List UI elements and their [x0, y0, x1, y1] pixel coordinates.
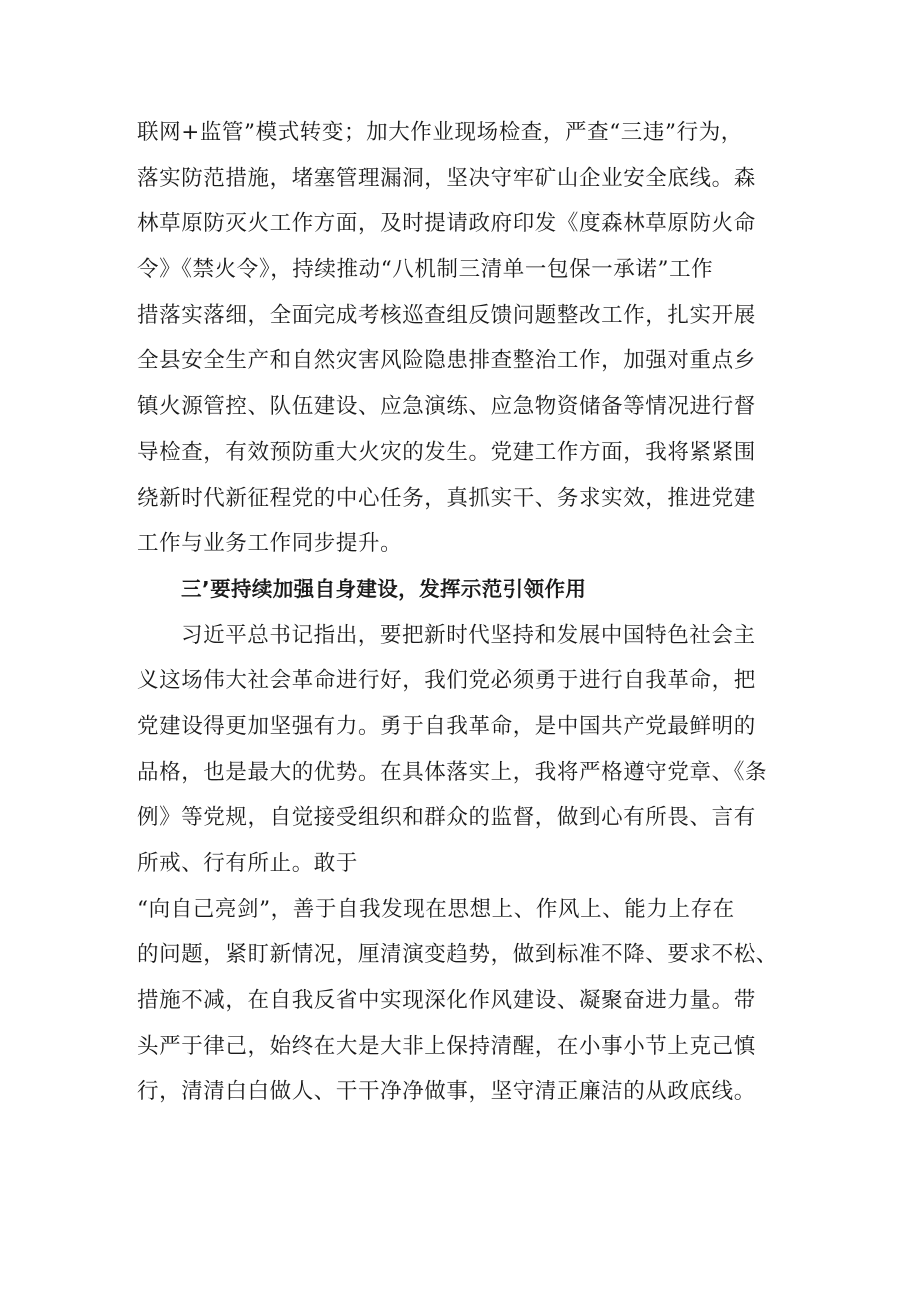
- text-line: 令》《禁火令》，持续推动“八机制三清单一包保一承诺”工作: [137, 257, 714, 283]
- text-line: 行，清清白白做人、干干净净做事，坚守清正廉洁的从政底线。: [137, 1079, 756, 1105]
- text-line: 绕新时代新征程党的中心任务，真抓实干、务求实效，推进党建: [137, 485, 756, 511]
- text-line: 习近平总书记指出，要把新时代坚持和发展中国特色社会主: [181, 622, 756, 648]
- text-line: 林草原防灭火工作方面，及时提请政府印发《度森林草原防火命: [137, 211, 756, 237]
- paragraph-safety-work: [137, 110, 797, 567]
- text-line: 所戒、行有所止。敢于: [137, 851, 359, 876]
- text-line: 镇火源管控、队伍建设、应急演练、应急物资储备等情况进行督: [137, 394, 756, 420]
- text-line: “向自己亮剑”，善于自我发现在思想上、作风上、能力上存在: [137, 896, 735, 922]
- paragraph-self-revolution: [137, 613, 797, 887]
- text-line: 措落实落细，全面完成考核巡查组反馈问题整改工作，扎实开展: [137, 302, 756, 328]
- text-line: 导检查，有效预防重大火灾的发生。党建工作方面，我将紧紧围: [137, 439, 756, 465]
- text-line: 工作与业务工作同步提升。: [137, 531, 403, 557]
- text-line: 措施不减，在自我反省中实现深化作风建设、凝聚奋进力量。带: [137, 988, 756, 1014]
- text-line: 的问题，紧盯新情况，厘清演变趋势，做到标准不降、要求不松、: [137, 942, 778, 968]
- text-line: 例》等党规，自觉接受组织和群众的监督，做到心有所畏、言有: [137, 805, 756, 831]
- text-line: 全县安全生产和自然灾害风险隐患排查整治工作，加强对重点乡: [137, 348, 756, 374]
- text-line: 联网+监管”模式转变；加大作业现场检查，严查“三违”行为，: [137, 120, 743, 145]
- text-line: 义这场伟大社会革命进行好，我们党必须勇于进行自我革命，把: [137, 668, 756, 694]
- section-heading: 三’要持续加强自身建设，发挥示范引领作用: [181, 576, 587, 601]
- paragraph-self-discipline: [137, 887, 797, 1115]
- text-line: 头严于律己，始终在大是大非上保持清醒，在小事小节上克己慎: [137, 1033, 756, 1059]
- text-line: 党建设得更加坚强有力。勇于自我革命，是中国共产党最鲜明的: [137, 713, 756, 739]
- text-line: 品格，也是最大的优势。在具体落实上，我将严格遵守党章、《条: [137, 759, 768, 785]
- body-text: [137, 110, 797, 1115]
- text-line: 落实防范措施，堵塞管理漏洞，坚决守牢矿山企业安全底线。森: [137, 165, 756, 191]
